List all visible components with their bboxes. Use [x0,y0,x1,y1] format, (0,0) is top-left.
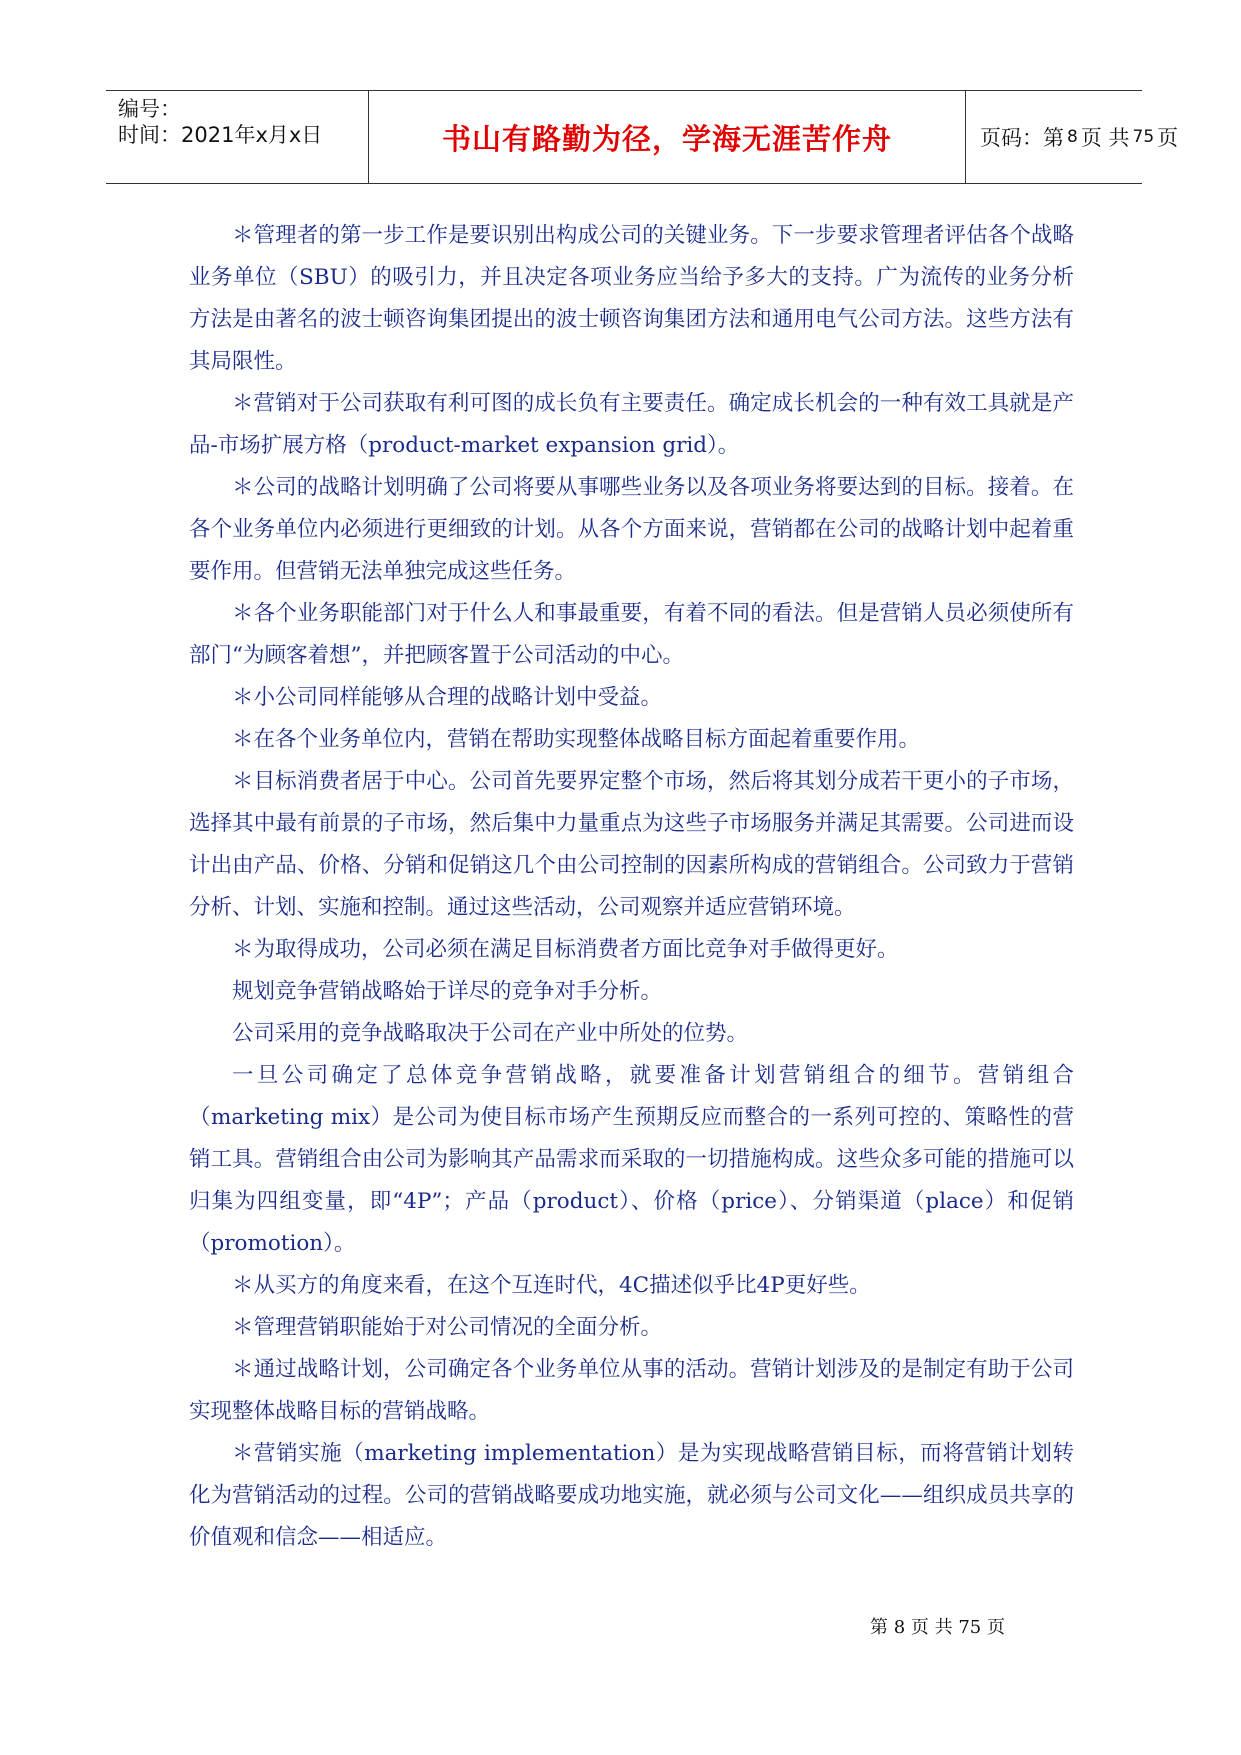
page-total: 75 [1132,127,1155,147]
header-page-indicator [966,91,1179,183]
document-number-label: 编号： [118,97,181,121]
paragraph: ＊管理营销职能始于对公司情况的全面分析。 [232,1315,663,1340]
page-header [106,90,1179,184]
paragraph: ＊各个业务职能部门对于什么人和事最重要，有着不同的看法。但是营销人员必须使所有部门“为顾客着想”，并把顾客置于公司活动的中心。 [189,601,1074,668]
paragraph: ＊营销实施（marketing implementation）是为实现战略营销目标，而将营销计划转化为营销活动的过程。公司的营销战略要成功地实施，就必须与公司文化——组织成员共享的价值观和信念——相适应。 [189,1441,1074,1550]
paragraph: ＊公司的战略计划明确了公司将要从事哪些业务以及各项业务将要达到的目标。接着。在各个业务单位内必须进行更细致的计划。从各个方面来说，营销都在公司的战略计划中起着重要作用。但营销无法单独完成这些任务。 [189,475,1074,584]
page-prefix: 页码：第 [980,126,1064,150]
paragraph: ＊管理者的第一步工作是要识别出构成公司的关键业务。下一步要求管理者评估各个战略业务单位（SBU）的吸引力，并且决定各项业务应当给予多大的支持。广为流传的业务分析方法是由著名的波士顿咨询集团提出的波士顿咨询集团方法和通用电气公司方法。这些方法有其局限性。 [189,223,1074,374]
paragraph: ＊通过战略计划，公司确定各个业务单位从事的活动。营销计划涉及的是制定有助于公司实现整体战略目标的营销战略。 [189,1357,1074,1424]
paragraph: ＊营销对于公司获取有利可图的成长负有主要责任。确定成长机会的一种有效工具就是产品-市场扩展方格（product-market expansion grid）。 [189,391,1074,458]
paragraph: ＊从买方的角度来看，在这个互连时代，4C描述似乎比4P更好些。 [232,1273,871,1298]
page-number: 8 [1067,127,1078,147]
paragraph: 公司采用的竞争战略取决于公司在产业中所处的位势。 [232,1021,749,1046]
document-body [189,215,1074,1559]
page-footer: 第 8 页 共 75 页 [870,1617,1005,1638]
header-motto: 书山有路勤为径，学海无涯苦作舟 [369,91,966,183]
paragraph: ＊在各个业务单位内，营销在帮助实现整体战略目标方面起着重要作用。 [232,727,921,752]
document-time-label: 时间：2021年x月x日 [118,123,323,147]
paragraph: 规划竞争营销战略始于详尽的竞争对手分析。 [232,979,663,1004]
paragraph: ＊目标消费者居于中心。公司首先要界定整个市场，然后将其划分成若干更小的子市场，选择其中最有前景的子市场，然后集中力量重点为这些子市场服务并满足其需要。公司进而设计出由产品、价格、分销和促销这几个由公司控制的因素所构成的营销组合。公司致力于营销分析、计划、实施和控制。通过这些活动，公司观察并适应营销环境。 [189,769,1074,920]
paragraph: ＊小公司同样能够从合理的战略计划中受益。 [232,685,663,710]
paragraph: ＊为取得成功，公司必须在满足目标消费者方面比竞争对手做得更好。 [232,937,899,962]
page-mid: 页 共 [1080,126,1130,150]
header-meta-cell [106,91,369,183]
page-suffix: 页 [1157,126,1179,150]
paragraph: 一旦公司确定了总体竞争营销战略，就要准备计划营销组合的细节。营销组合（marketing mix）是公司为使目标市场产生预期反应而整合的一系列可控的、策略性的营销工具。营销组合由公司为影响其产品需求而采取的一切措施构成。这些众多可能的措施可以归集为四组变量，即“4P”；产品（product）、价格（price）、分销渠道（place）和促销（promotion）。 [189,1063,1074,1256]
